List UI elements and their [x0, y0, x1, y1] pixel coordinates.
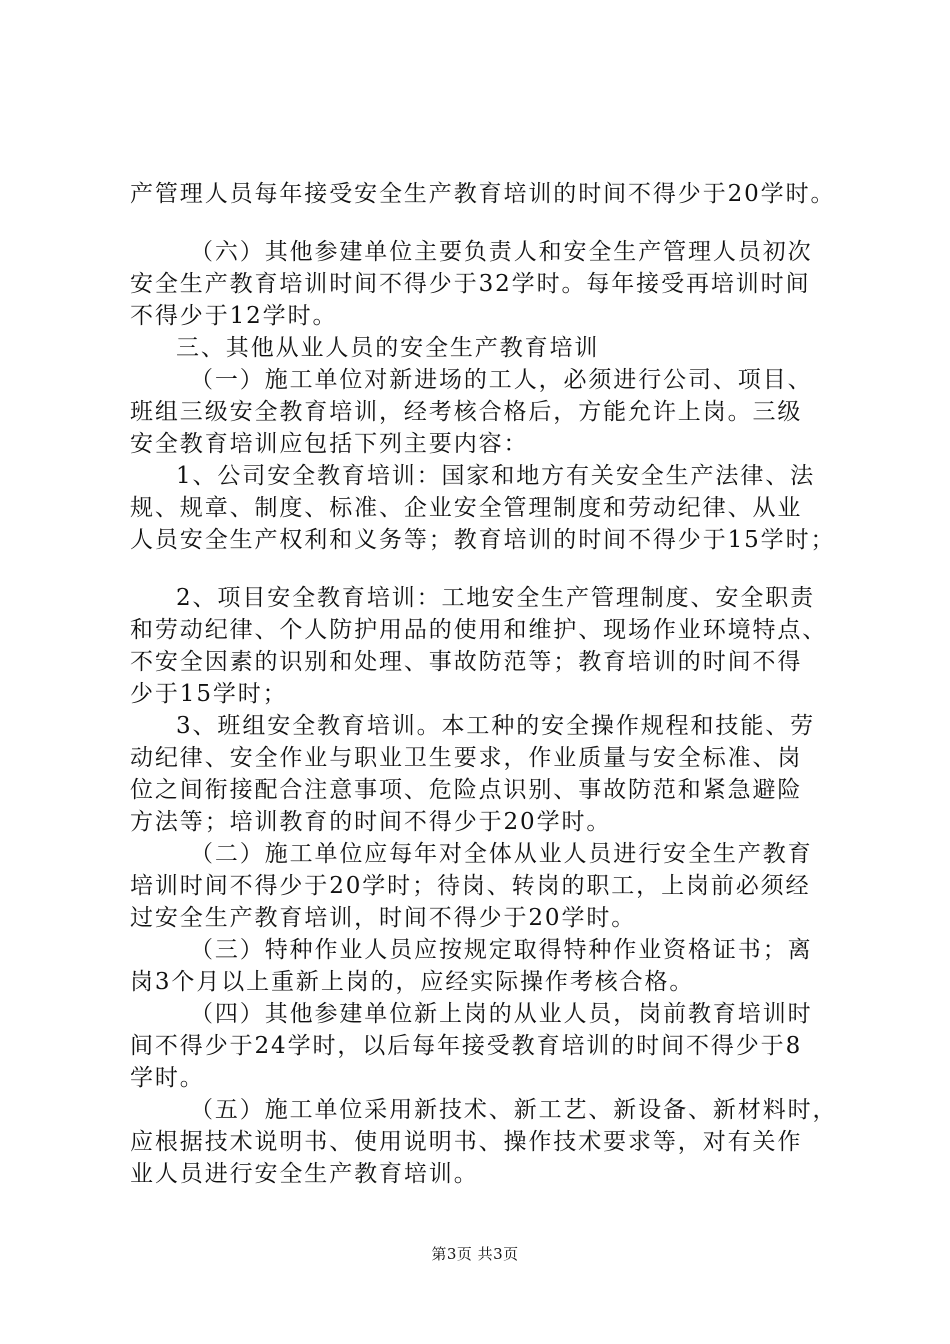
text-line: 方法等；培训教育的时间不得少于20学时。	[130, 809, 612, 835]
text-line: 岗3个月以上重新上岗的，应经实际操作考核合格。	[130, 969, 695, 995]
text-line: 安全教育培训应包括下列主要内容：	[130, 431, 529, 457]
text-line: （三）特种作业人员应按规定取得特种作业资格证书；离	[190, 937, 813, 963]
text-line: 人员安全生产权利和义务等；教育培训的时间不得少于15学时；	[130, 527, 836, 553]
text-line: 学时。	[130, 1065, 205, 1091]
text-line: （四）其他参建单位新上岗的从业人员，岗前教育培训时	[190, 1001, 813, 1027]
text-line: （一）施工单位对新进场的工人，必须进行公司、项目、	[190, 367, 813, 393]
text-line: 少于15学时；	[130, 681, 288, 707]
text-line: （二）施工单位应每年对全体从业人员进行安全生产教育	[190, 841, 813, 867]
text-line: 过安全生产教育培训，时间不得少于20学时。	[130, 905, 637, 931]
text-line: （六）其他参建单位主要负责人和安全生产管理人员初次	[190, 239, 813, 265]
text-line: 规、规章、制度、标准、企业安全管理制度和劳动纪律、从业	[130, 495, 803, 521]
text-line: 1、公司安全教育培训：国家和地方有关安全生产法律、法	[176, 463, 816, 489]
text-line: 2、项目安全教育培训：工地安全生产管理制度、安全职责	[176, 585, 816, 611]
text-line: 不得少于12学时。	[130, 303, 338, 329]
page-number: 第3页 共3页	[431, 1245, 519, 1263]
text-line: 位之间衔接配合注意事项、危险点识别、事故防范和紧急避险	[130, 777, 803, 803]
text-line: 和劳动纪律、个人防护用品的使用和维护、现场作业环境特点、	[130, 617, 828, 643]
text-line: 动纪律、安全作业与职业卫生要求，作业质量与安全标准、岗	[130, 745, 803, 771]
text-line: 班组三级安全教育培训，经考核合格后，方能允许上岗。三级	[130, 399, 803, 425]
text-line: 应根据技术说明书、使用说明书、操作技术要求等，对有关作	[130, 1129, 803, 1155]
text-line: 间不得少于24学时，以后每年接受教育培训的时间不得少于8	[130, 1033, 803, 1059]
text-line: 3、班组安全教育培训。本工种的安全操作规程和技能、劳	[176, 713, 816, 739]
text-line: 产管理人员每年接受安全生产教育培训的时间不得少于20学时。	[130, 181, 836, 207]
text-line: 培训时间不得少于20学时；待岗、转岗的职工，上岗前必须经	[130, 873, 811, 899]
text-line: 不安全因素的识别和处理、事故防范等；教育培训的时间不得	[130, 649, 803, 675]
text-line: 业人员进行安全生产教育培训。	[130, 1161, 479, 1187]
text-line: （五）施工单位采用新技术、新工艺、新设备、新材料时，	[190, 1097, 838, 1123]
text-line: 安全生产教育培训时间不得少于32学时。每年接受再培训时间	[130, 271, 811, 297]
section-heading: 三、其他从业人员的安全生产教育培训	[176, 335, 600, 361]
